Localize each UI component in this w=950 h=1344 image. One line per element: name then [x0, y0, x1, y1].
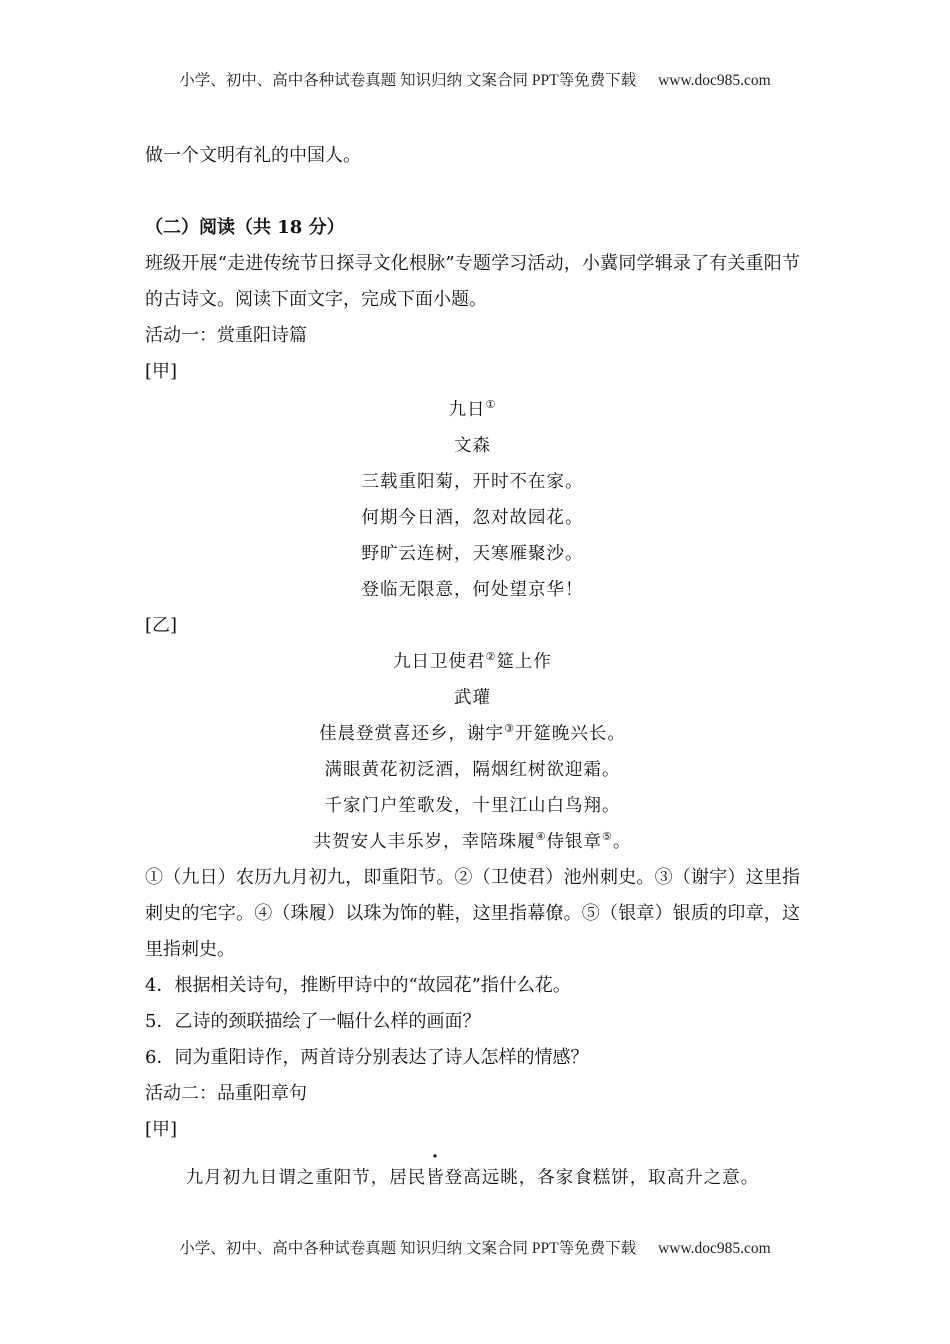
poem-label-jia: [甲]	[145, 361, 178, 382]
poem2-title-note: ②	[485, 650, 497, 663]
prose-label-jia: [甲]	[145, 1119, 178, 1140]
poem2-line-3: 千家门户笙歌发，十里江山白鸟翔。	[324, 796, 621, 816]
poem1-title-note: ①	[485, 398, 497, 411]
poem2-author: 武瓘	[454, 688, 491, 708]
poem1-line: 登临无限意，何处望京华！	[361, 580, 584, 600]
section-intro: 班级开展“走进传统节日探寻文化根脉”专题学习活动，小冀同学辑录了有关重阳节的古诗文。阅读下面文字，完成下面小题。	[145, 253, 800, 310]
poem2-line-4	[145, 824, 800, 860]
page-footer	[0, 1236, 950, 1258]
footer-url[interactable]: www.doc985.com	[658, 1240, 771, 1257]
question-5: 5．乙诗的颈联描绘了一幅什么样的画面？	[145, 1011, 481, 1032]
prose-emphasis: 皆	[426, 1168, 445, 1188]
poem2-line4-note2: ⑤	[602, 830, 613, 843]
poem1-line: 三载重阳菊，开时不在家。	[361, 472, 584, 492]
document-body	[145, 138, 800, 1196]
poem2-line4-note1: ④	[535, 830, 547, 843]
poem2-line1-a: 佳晨登赏喜还乡，谢宇	[319, 724, 505, 744]
poem1-line: 野旷云连树，天寒雁聚沙。	[361, 544, 584, 564]
prose-after: 登高远眺，各家食糕饼，取高升之意。	[444, 1168, 760, 1188]
poem2-line4-c: 。	[612, 832, 632, 852]
poem2-line1-note: ③	[504, 722, 515, 735]
activity-two-title: 活动二：品重阳章句	[145, 1083, 307, 1104]
poem1-line: 何期今日酒，忽对故园花。	[361, 508, 584, 528]
activity-one-title: 活动一：赏重阳诗篇	[145, 325, 307, 346]
prose-before: 九月初九日谓之重阳节，居民	[185, 1168, 427, 1188]
footer-text: 小学、初中、高中各种试卷真题 知识归纳 文案合同 PPT等免费下载	[179, 1240, 637, 1257]
section-title: （二）阅读（共 18 分）	[145, 217, 345, 238]
question-4: 4．根据相关诗句，推断甲诗中的“故园花”指什么花。	[145, 975, 571, 996]
poem2-line4-a: 共贺安人丰乐岁，幸陪珠履	[313, 832, 536, 852]
header-text: 小学、初中、高中各种试卷真题 知识归纳 文案合同 PPT等免费下载	[179, 72, 637, 89]
intro-tail: 做一个文明有礼的中国人。	[145, 145, 361, 166]
poem2-line1-b: 开筵晚兴长。	[514, 724, 626, 744]
page-header	[0, 68, 950, 90]
header-url[interactable]: www.doc985.com	[658, 72, 771, 89]
poem2-line4-b: 侍银章	[546, 832, 602, 852]
poem2-title	[145, 644, 800, 680]
poem1-title	[145, 392, 800, 428]
footnotes: ①（九日）农历九月初九，即重阳节。②（卫使君）池州刺史。③（谢宇）这里指刺史的宅字。④（珠履）以珠为饰的鞋，这里指幕僚。⑤（银章）银质的印章，这里指刺史。	[145, 867, 800, 960]
question-6: 6．同为重阳诗作，两首诗分别表达了诗人怎样的情感？	[145, 1047, 589, 1068]
poem2-line-1	[145, 716, 800, 752]
poem2-title-b: 筵上作	[496, 652, 552, 672]
poem-label-yi: [乙]	[145, 615, 178, 636]
poem1-title-text: 九日	[448, 400, 486, 420]
prose-excerpt	[145, 1160, 800, 1196]
poem2-line-2: 满眼黄花初泛酒，隔烟红树欲迎霜。	[324, 760, 621, 780]
poem1-author: 文森	[454, 436, 491, 456]
poem2-title-a: 九日卫使君	[393, 652, 486, 672]
